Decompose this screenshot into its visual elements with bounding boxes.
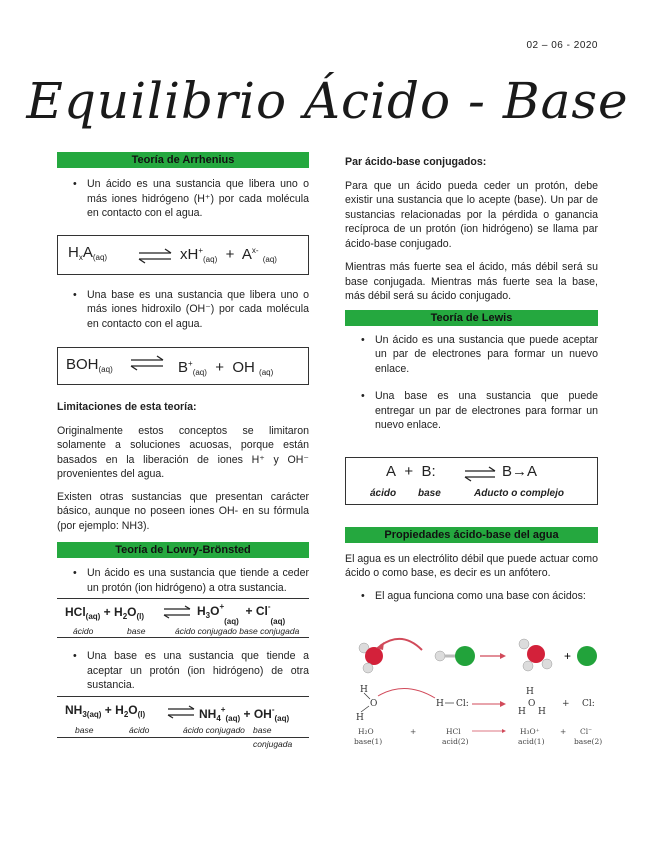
svg-text:H: H [538,707,546,717]
label-conjugates: ácido conjugado base conjugada [175,626,300,636]
svg-text:H: H [436,699,444,709]
arrhenius-heading: Teoría de Arrhenius [57,152,309,168]
date: 02 – 06 - 2020 [526,40,598,51]
page-title: Equilibrio Ácido - Base [26,72,629,130]
label-acid: ácido [129,724,150,735]
electron-arrow-icon [378,688,435,698]
water-heading: Propiedades ácido-base del agua [345,527,598,543]
svg-text:+: + [560,727,567,736]
svg-text:H: H [526,687,534,697]
eq-products: $B^+_{(aq)}$ + OH $_{(aq)}$ [178,359,274,377]
label-acid: ácido [370,487,397,499]
label-conj-base: base conjugada [253,724,293,749]
arrhenius-base-bullet: • Una base es una sustancia que libera uno o más iones hidroxilo (OH⁻) por cada molécula en contacto con el agua. [57,288,309,332]
hydrogen-atom [519,639,529,649]
label-acid1: acid(1) [518,737,545,746]
lowry-acid-equation: $HCl_{(aq)} + H_2O_{(l)}$ $H_3O^+_{(aq)} + Cl^-_{(aq)}$ ácido base ácido conjugado base conjugada [57,598,309,638]
label-hcl: HCl [446,727,461,736]
label-h3o: H₃O⁺ [520,727,540,736]
lowry-base-bullet: • Una base es una sustancia que tiende a aceptar un protón (ion hidrógeno) de otra sustancia. [57,649,309,693]
arrhenius-base-equation [57,347,309,385]
hydrogen-atom [523,661,533,671]
limitations-heading: Limitaciones de esta teoría: [57,401,197,413]
oxygen-atom [365,647,383,665]
eq-products: $xH^+_{(aq)} + A^{x-}$ $_{(aq)}$ [180,245,277,264]
water-paragraph: El agua es un electrólito débil que puede actuar como ácido o como base, es decir es un anfótero. [345,552,598,579]
proton-transfer-arrow-icon [380,639,422,650]
lewis-base-bullet: • Una base es una sustancia que puede entregar un par de electrones para formar un nuevo enlace. [345,389,598,433]
eq-reactant: $BOH_{(aq)}$ [66,356,113,374]
conjugate-paragraph-2: Mientras más fuerte sea el ácido, más débil será su base conjugada. Mientras más fuerte sea la base, más débil será su ácido conjugado. [345,261,598,302]
chlorine-ion [577,646,597,666]
eq-reactant: $H_xA_{(aq)}$ [68,243,108,262]
right-column [345,155,598,603]
chlorine-atom [455,646,475,666]
oxygen-atom [527,645,545,663]
label-base: base [75,724,94,735]
label-h2o: H₂O [358,727,374,736]
lewis-product: B→A [502,462,538,480]
lewis-equation: A + B: B→A ácido base Aducto o complejo [345,457,598,505]
label-acid: ácido [73,626,94,636]
svg-text:+: + [562,699,570,709]
hydrogen-atom [435,651,445,661]
svg-text:Cl:: Cl: [582,699,595,709]
water-bullet: • El agua funciona como una base con ácidos: [345,589,598,604]
lowry-acid-bullet: • Un ácido es una sustancia que tiende a ceder un protón (ion hidrógeno) a otra sustancia. [57,566,309,595]
label-cl: Cl⁻ [580,727,593,736]
equilibrium-arrow-icon [163,605,191,619]
label-base2: base(2) [574,737,603,746]
svg-text:H: H [360,685,368,695]
equilibrium-arrow-icon [138,248,172,264]
label-base: base [418,487,441,499]
svg-text:H: H [518,707,526,717]
svg-text:H: H [356,713,364,723]
lowry-heading: Teoría de Lowry-Brönsted [57,542,309,558]
svg-text:O: O [528,699,536,709]
lewis-acid-bullet: • Un ácido es una sustancia que puede aceptar un par de electrones para formar un nuevo enlace. [345,333,598,377]
molecule-reaction-illustration [352,630,602,682]
hydrogen-atom [542,659,552,669]
lewis-structure-illustration [350,684,605,750]
equilibrium-arrow-icon [130,355,164,371]
svg-text:Cl:: Cl: [456,699,469,709]
lewis-heading: Teoría de Lewis [345,310,598,326]
label-acid2: acid(2) [442,737,469,746]
equilibrium-arrow-icon [167,705,195,719]
limitations-paragraph-2: Existen otras sustancias que presentan carácter básico, aunque no poseen iones OH- en su fórmula (por ejemplo: NH3). [57,490,309,532]
svg-text:O: O [370,699,378,709]
lowry-base-equation: $NH_{3(aq)} + H_2O_{(l)}$ $NH_4^+_{(aq)} + OH^-_{(aq)}$ base ácido ácido conjugado base conjugada [57,696,309,738]
label-base: base [127,626,146,636]
svg-text:+: + [410,727,417,736]
hydrogen-atom [363,663,373,673]
conjugate-heading: Par ácido-base conjugados: [345,156,487,168]
limitations-paragraph-1: Originalmente estos conceptos se limitaron solamente a soluciones acuosas, porque están basados en la liberación de iones H⁺ y OH⁻ provenientes del agua. [57,424,309,480]
label-adduct: Aducto o complejo [474,487,564,499]
plus-sign: + [564,649,572,663]
arrhenius-acid-bullet: • Un ácido es una sustancia que libera uno o más iones hidrógeno (H⁺) por cada molécula en contacto con el agua. [57,177,309,221]
label-base1: base(1) [354,737,383,746]
left-column [57,152,309,749]
arrhenius-acid-equation [57,235,309,275]
label-conj-acid: ácido conjugado [183,724,245,735]
equilibrium-arrow-icon [464,466,496,482]
conjugate-paragraph-1: Para que un ácido pueda ceder un protón, debe existir una sustancia que lo acepte (base). Un par de sustancias relacionadas por la pérdida o ganancia recíproca de un protón (ion hidrógeno) se llama par ácido-base conjugado. [345,179,598,250]
